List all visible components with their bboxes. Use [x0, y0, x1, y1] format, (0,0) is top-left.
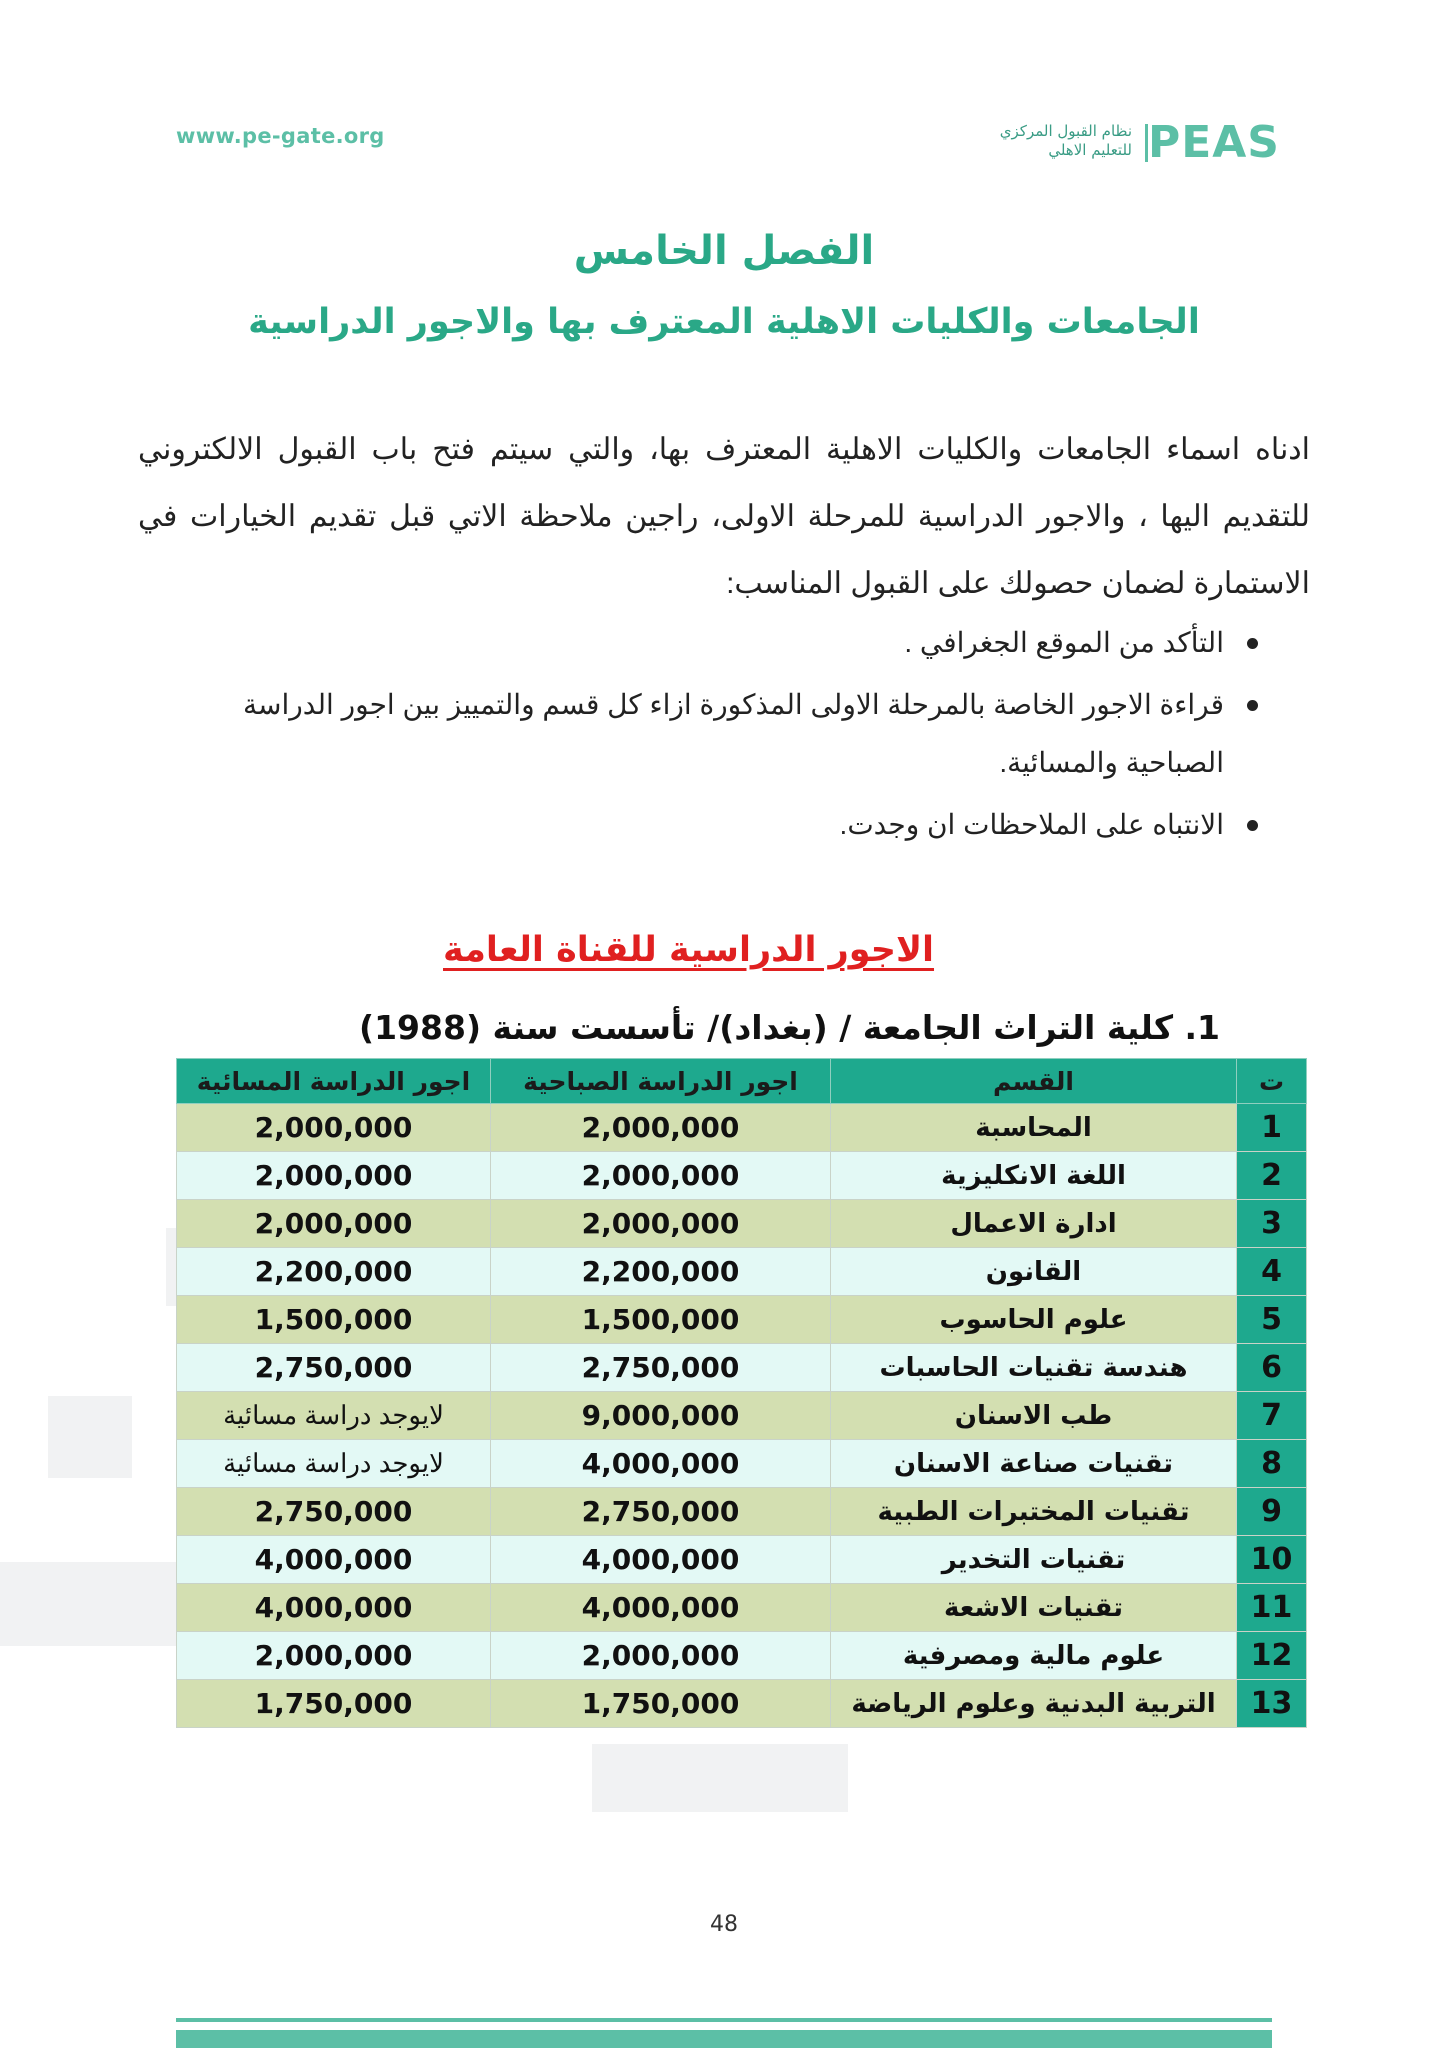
evening-fee-cell: 2,750,000 [177, 1488, 491, 1536]
col-header-department: القسم [831, 1059, 1237, 1104]
evening-fee-cell: 1,750,000 [177, 1680, 491, 1728]
table-row [177, 1200, 1307, 1248]
morning-fee-cell: 2,750,000 [491, 1488, 831, 1536]
footer-band [176, 2030, 1272, 2048]
chapter-subtitle: الجامعات والكليات الاهلية المعترف بها والاجور الدراسية [248, 302, 1200, 342]
table-row [177, 1584, 1307, 1632]
morning-fee-cell: 2,000,000 [491, 1200, 831, 1248]
evening-fee-cell: 2,000,000 [177, 1632, 491, 1680]
row-number: 7 [1237, 1392, 1307, 1440]
row-number: 5 [1237, 1296, 1307, 1344]
morning-fee-cell: 2,000,000 [491, 1152, 831, 1200]
morning-fee-cell: 4,000,000 [491, 1584, 831, 1632]
evening-fee-cell: 2,200,000 [177, 1248, 491, 1296]
row-number: 13 [1237, 1680, 1307, 1728]
table-row [177, 1296, 1307, 1344]
background-block [592, 1744, 848, 1812]
fees-table [176, 1058, 1307, 1728]
morning-fee-cell: 1,500,000 [491, 1296, 831, 1344]
table-row [177, 1632, 1307, 1680]
site-url[interactable]: www.pe-gate.org [176, 124, 385, 148]
list-item-text: التأكد من الموقع الجغرافي . [904, 627, 1224, 658]
row-number: 1 [1237, 1104, 1307, 1152]
intro-paragraph: ادناه اسماء الجامعات والكليات الاهلية المعترف بها، والتي سيتم فتح باب القبول الالكتروني للتقديم اليها ، والاجور الدراسية للمرحلة الاولى، راجين ملاحظة الاتي قبل تقديم الخيارات في الاستمارة لضمان حصولك على القبول المناسب: [138, 433, 1310, 600]
logo-line-1: نظام القبول المركزي [999, 122, 1132, 140]
row-number: 11 [1237, 1584, 1307, 1632]
bullet-icon [1247, 700, 1258, 711]
college-heading: 1. كلية التراث الجامعة / (بغداد)/ تأسست سنة (1988) [359, 1008, 1220, 1047]
row-number: 8 [1237, 1440, 1307, 1488]
department-cell: علوم مالية ومصرفية [831, 1632, 1237, 1680]
department-cell: اللغة الانكليزية [831, 1152, 1237, 1200]
department-cell: تقنيات الاشعة [831, 1584, 1237, 1632]
evening-fee-cell: 1,500,000 [177, 1296, 491, 1344]
col-header-evening-fees: اجور الدراسة المسائية [177, 1059, 491, 1104]
evening-fee-cell: 2,750,000 [177, 1344, 491, 1392]
list-item [138, 796, 1258, 854]
col-header-morning-fees: اجور الدراسة الصباحية [491, 1059, 831, 1104]
evening-fee-cell: 2,000,000 [177, 1104, 491, 1152]
row-number: 2 [1237, 1152, 1307, 1200]
morning-fee-cell: 1,750,000 [491, 1680, 831, 1728]
morning-fee-cell: 2,750,000 [491, 1344, 831, 1392]
background-block [0, 1562, 180, 1646]
list-item-text: قراءة الاجور الخاصة بالمرحلة الاولى المذكورة ازاء كل قسم والتمييز بين اجور الدراسة الصباحية والمسائية. [243, 689, 1224, 778]
bullet-icon [1247, 638, 1258, 649]
chapter-title: الفصل الخامس [573, 228, 875, 274]
department-cell: ادارة الاعمال [831, 1200, 1237, 1248]
morning-fee-cell: 2,200,000 [491, 1248, 831, 1296]
logo-subtitle [1000, 122, 1132, 160]
morning-fee-cell: 2,000,000 [491, 1632, 831, 1680]
row-number: 10 [1237, 1536, 1307, 1584]
col-header-number: ت [1237, 1059, 1307, 1104]
evening-fee-cell: لايوجد دراسة مسائية [177, 1392, 491, 1440]
row-number: 9 [1237, 1488, 1307, 1536]
page-number: 48 [710, 1912, 738, 1937]
department-cell: تقنيات التخدير [831, 1536, 1237, 1584]
list-item-text: الانتباه على الملاحظات ان وجدت. [839, 809, 1224, 840]
row-number: 4 [1237, 1248, 1307, 1296]
row-number: 6 [1237, 1344, 1307, 1392]
table-row [177, 1440, 1307, 1488]
department-cell: هندسة تقنيات الحاسبات [831, 1344, 1237, 1392]
evening-fee-cell: 2,000,000 [177, 1152, 491, 1200]
morning-fee-cell: 9,000,000 [491, 1392, 831, 1440]
notes-list [138, 614, 1258, 858]
evening-fee-cell: 4,000,000 [177, 1584, 491, 1632]
evening-fee-cell: لايوجد دراسة مسائية [177, 1440, 491, 1488]
morning-fee-cell: 4,000,000 [491, 1536, 831, 1584]
morning-fee-cell: 4,000,000 [491, 1440, 831, 1488]
fees-section-heading: الاجور الدراسية للقناة العامة [443, 930, 935, 970]
background-block [48, 1396, 132, 1478]
logo-wordmark: PEAS [1147, 117, 1280, 168]
logo-line-2: للتعليم الاهلي [1048, 141, 1132, 159]
row-number: 3 [1237, 1200, 1307, 1248]
row-number: 12 [1237, 1632, 1307, 1680]
department-cell: تقنيات صناعة الاسنان [831, 1440, 1237, 1488]
table-row [177, 1536, 1307, 1584]
table-row [177, 1392, 1307, 1440]
peas-logo [980, 118, 1280, 168]
table-row [177, 1488, 1307, 1536]
table-row [177, 1344, 1307, 1392]
list-item [138, 676, 1258, 792]
table-row [177, 1104, 1307, 1152]
evening-fee-cell: 4,000,000 [177, 1536, 491, 1584]
table-row [177, 1152, 1307, 1200]
department-cell: طب الاسنان [831, 1392, 1237, 1440]
footer-rule [176, 2018, 1272, 2022]
table-header-row [177, 1059, 1307, 1104]
department-cell: تقنيات المختبرات الطبية [831, 1488, 1237, 1536]
evening-fee-cell: 2,000,000 [177, 1200, 491, 1248]
table-row [177, 1680, 1307, 1728]
department-cell: علوم الحاسوب [831, 1296, 1237, 1344]
list-item [138, 614, 1258, 672]
table-row [177, 1248, 1307, 1296]
morning-fee-cell: 2,000,000 [491, 1104, 831, 1152]
department-cell: القانون [831, 1248, 1237, 1296]
bullet-icon [1247, 820, 1258, 831]
department-cell: المحاسبة [831, 1104, 1237, 1152]
department-cell: التربية البدنية وعلوم الرياضة [831, 1680, 1237, 1728]
